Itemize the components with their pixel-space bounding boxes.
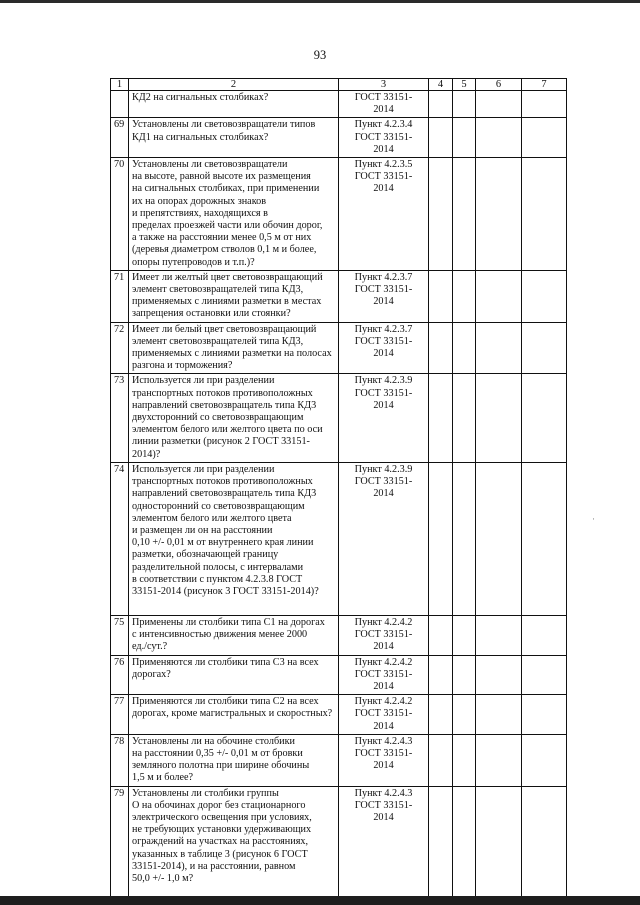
header-cell: 2 [129,79,339,91]
empty-cell-4 [429,118,453,158]
empty-cell-4 [429,462,453,615]
empty-cell-7 [522,322,567,374]
reference-cell: Пункт 4.2.3.9 ГОСТ 33151- 2014 [339,374,429,462]
empty-cell-6 [476,118,522,158]
table-row [111,270,567,322]
empty-cell-4 [429,615,453,655]
table-row [111,91,567,118]
empty-cell-4 [429,270,453,322]
reference-cell: Пункт 4.2.3.4 ГОСТ 33151- 2014 [339,118,429,158]
empty-cell-5 [453,655,476,695]
empty-cell-5 [453,118,476,158]
empty-cell-6 [476,322,522,374]
empty-cell-4 [429,322,453,374]
row-number: 79 [111,786,129,896]
empty-cell-5 [453,322,476,374]
empty-cell-6 [476,158,522,271]
empty-cell-4 [429,695,453,735]
table-row [111,695,567,735]
header-cell: 7 [522,79,567,91]
table-row [111,462,567,615]
empty-cell-5 [453,270,476,322]
table-row [111,786,567,896]
question-cell: Применяются ли столбики типа С2 на всех дорогах, кроме магистральных и скоростных? [129,695,339,735]
question-cell: Установлены ли на обочине столбики на расстоянии 0,35 +/- 0,01 м от бровки земляного полотна при ширине обочины 1,5 м и более? [129,734,339,786]
reference-cell: ГОСТ 33151- 2014 [339,91,429,118]
reference-cell: Пункт 4.2.4.2 ГОСТ 33151- 2014 [339,615,429,655]
table-row [111,158,567,271]
empty-cell-5 [453,615,476,655]
header-cell: 1 [111,79,129,91]
empty-cell-5 [453,786,476,896]
question-cell: КД2 на сигнальных столбиках? [129,91,339,118]
empty-cell-7 [522,734,567,786]
empty-cell-7 [522,655,567,695]
row-number: 75 [111,615,129,655]
row-number: 74 [111,462,129,615]
scan-speck: · [592,514,595,524]
row-number: 78 [111,734,129,786]
empty-cell-4 [429,734,453,786]
table-header-row [111,79,567,91]
empty-cell-7 [522,374,567,462]
empty-cell-7 [522,91,567,118]
reference-cell: Пункт 4.2.4.3 ГОСТ 33151- 2014 [339,786,429,896]
empty-cell-6 [476,462,522,615]
table-row [111,615,567,655]
row-number [111,91,129,118]
reference-cell: Пункт 4.2.4.3 ГОСТ 33151- 2014 [339,734,429,786]
row-number: 72 [111,322,129,374]
header-cell: 5 [453,79,476,91]
reference-cell: Пункт 4.2.3.5 ГОСТ 33151- 2014 [339,158,429,271]
empty-cell-5 [453,462,476,615]
question-cell: Установлены ли световозвращатели на высоте, равной высоте их размещения на сигнальных столбиках, при применении их на опорах дорожных знаков и препятствиях, находящихся в пределах проезжей части или обочин дорог, а также на расстоянии менее 0,5 м от них (деревья диаметром стволов 0,1 м и более, опоры путепроводов и т.п.)? [129,158,339,271]
reference-cell: Пункт 4.2.4.2 ГОСТ 33151- 2014 [339,695,429,735]
empty-cell-6 [476,695,522,735]
empty-cell-5 [453,374,476,462]
empty-cell-7 [522,270,567,322]
empty-cell-6 [476,91,522,118]
empty-cell-6 [476,734,522,786]
row-number: 73 [111,374,129,462]
row-number: 69 [111,118,129,158]
empty-cell-4 [429,158,453,271]
question-cell: Установлены ли столбики группы О на обочинах дорог без стационарного электрического освещения при условиях, не требующих установки удерживающих ограждений на участках на расстояниях, указанных в таблице 3 (рисунок 6 ГОСТ 33151-2014), и на расстоянии, равном 50,0 +/- 1,0 м? [129,786,339,896]
empty-cell-6 [476,786,522,896]
checklist-table [110,78,567,897]
question-cell: Имеет ли белый цвет световозвращающий элемент световозвращателей типа КД3, применяемых с линиями разметки на полосах разгона и торможения? [129,322,339,374]
empty-cell-7 [522,118,567,158]
page-number: 93 [313,48,327,62]
empty-cell-4 [429,374,453,462]
row-number: 77 [111,695,129,735]
empty-cell-7 [522,158,567,271]
reference-cell: Пункт 4.2.3.9 ГОСТ 33151- 2014 [339,462,429,615]
table-row [111,655,567,695]
empty-cell-5 [453,734,476,786]
table-row [111,118,567,158]
empty-cell-4 [429,786,453,896]
question-cell: Используется ли при разделении транспортных потоков противоположных направлений световозвращатель типа КД3 односторонний со световозвращающим элементом белого или желтого цвета и размещен ли он на расстоянии 0,10 +/- 0,01 м от внутреннего края линии разметки, обозначающей границу разделительной полосы, с интервалами в соответствии с пунктом 4.2.3.8 ГОСТ 33151-2014 (рисунок 3 ГОСТ 33151-2014)? [129,462,339,615]
table-row [111,322,567,374]
header-cell: 4 [429,79,453,91]
empty-cell-5 [453,91,476,118]
header-cell: 3 [339,79,429,91]
empty-cell-5 [453,158,476,271]
reference-cell: Пункт 4.2.4.2 ГОСТ 33151- 2014 [339,655,429,695]
scan-edge-top [0,0,640,3]
empty-cell-7 [522,462,567,615]
empty-cell-6 [476,655,522,695]
question-cell: Имеет ли желтый цвет световозвращающий элемент световозвращателей типа КД3, применяемых с линиями разметки в местах запрещения остановки или стоянки? [129,270,339,322]
question-cell: Применены ли столбики типа С1 на дорогах с интенсивностью движения менее 2000 ед./сут.? [129,615,339,655]
header-cell: 6 [476,79,522,91]
question-cell: Используется ли при разделении транспортных потоков противоположных направлений световозвращатель типа КД3 двухсторонний со световозвращающим элементом белого или желтого цвета по оси линии разметки (рисунок 2 ГОСТ 33151- 2014)? [129,374,339,462]
reference-cell: Пункт 4.2.3.7 ГОСТ 33151- 2014 [339,322,429,374]
reference-cell: Пункт 4.2.3.7 ГОСТ 33151- 2014 [339,270,429,322]
table-row [111,374,567,462]
empty-cell-7 [522,615,567,655]
empty-cell-5 [453,695,476,735]
empty-cell-4 [429,655,453,695]
empty-cell-7 [522,786,567,896]
scan-edge-bottom [0,896,640,905]
row-number: 71 [111,270,129,322]
row-number: 70 [111,158,129,271]
empty-cell-6 [476,374,522,462]
table-row [111,734,567,786]
question-cell: Применяются ли столбики типа С3 на всех дорогах? [129,655,339,695]
empty-cell-7 [522,695,567,735]
row-number: 76 [111,655,129,695]
empty-cell-4 [429,91,453,118]
empty-cell-6 [476,615,522,655]
empty-cell-6 [476,270,522,322]
question-cell: Установлены ли световозвращатели типов КД1 на сигнальных столбиках? [129,118,339,158]
